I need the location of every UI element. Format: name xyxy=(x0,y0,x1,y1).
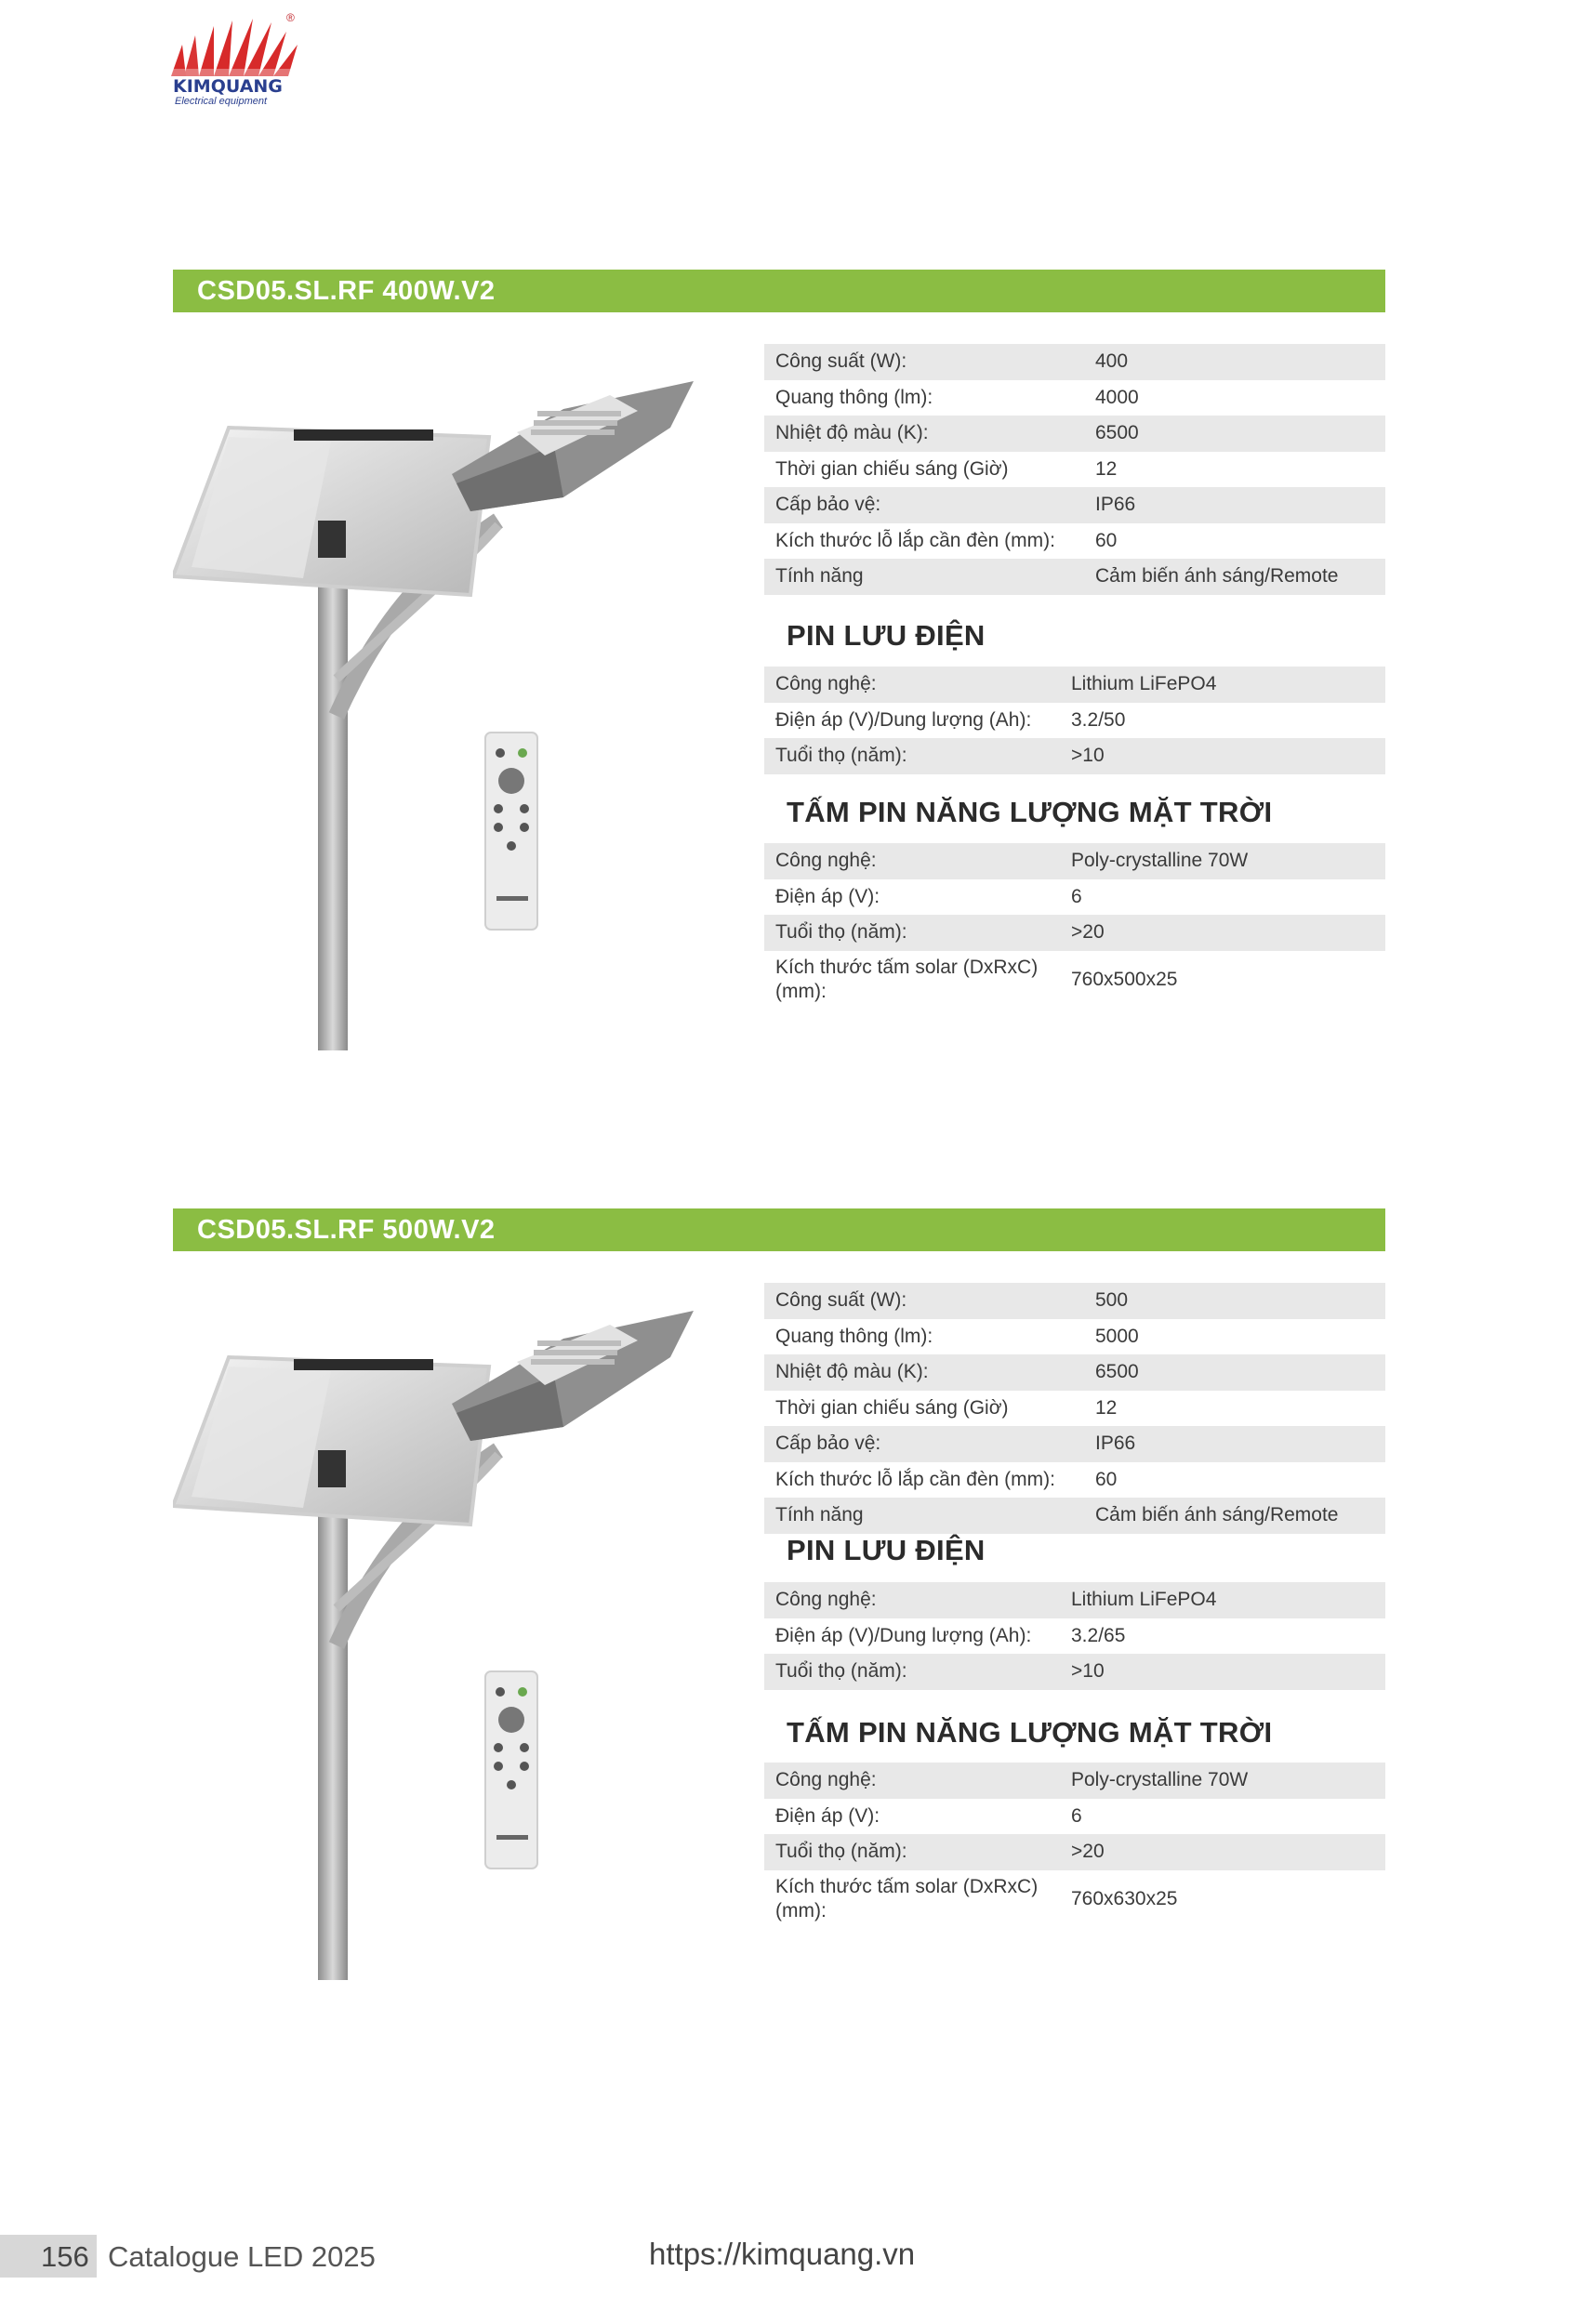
spec-label: Tính năng xyxy=(764,559,1086,595)
table-row xyxy=(764,1654,1385,1690)
spec-label: Điện áp (V)/Dung lượng (Ah): xyxy=(775,708,1032,731)
page-number: 156 xyxy=(41,2240,89,2273)
spec-label: Điện áp (V): xyxy=(775,885,880,907)
brand-tagline: Electrical equipment xyxy=(175,96,268,107)
spec-label: Kích thước tấm solar (DxRxC) (mm): xyxy=(775,1875,1039,1921)
spec-label: Nhiệt độ màu (K): xyxy=(764,416,1086,452)
spec-label: Tuổi thọ (năm): xyxy=(764,1834,1062,1870)
spec-value: 760x500x25 xyxy=(1071,968,1178,990)
solar-street-light-icon xyxy=(173,325,731,1060)
table-row xyxy=(764,1319,1385,1355)
brand-name: KIMQUANG xyxy=(173,76,283,97)
spec-label: Công suất (W): xyxy=(764,1283,1086,1319)
spec-value: 760x630x25 xyxy=(1071,1887,1178,1909)
table-row xyxy=(764,703,1385,739)
spec-value: >10 xyxy=(1062,1654,1385,1690)
table-row xyxy=(764,1354,1385,1391)
spec-label: Kích thước tấm solar (DxRxC) (mm): xyxy=(775,956,1039,1002)
solar-panel-section-title: TẤM PIN NĂNG LƯỢNG MẶT TRỜI xyxy=(787,796,1273,828)
main-spec-table xyxy=(764,1283,1385,1534)
spec-value: >20 xyxy=(1062,915,1385,951)
spec-label: Cấp bảo vệ: xyxy=(764,1426,1086,1462)
table-row xyxy=(764,416,1385,452)
catalogue-title: Catalogue LED 2025 xyxy=(108,2240,376,2273)
table-row xyxy=(764,1462,1385,1499)
table-row xyxy=(764,1582,1385,1618)
spec-label: Tuổi thọ (năm): xyxy=(764,1654,1062,1690)
spec-label: Cấp bảo vệ: xyxy=(764,487,1086,523)
spec-value: 3.2/50 xyxy=(1071,708,1126,731)
table-row xyxy=(764,879,1385,916)
spec-value: 60 xyxy=(1095,529,1118,551)
spec-label: Tính năng xyxy=(764,1498,1086,1534)
spec-label: Tuổi thọ (năm): xyxy=(764,738,1062,774)
battery-section-title: PIN LƯU ĐIỆN xyxy=(787,619,986,652)
product-title-band xyxy=(173,270,1385,312)
spec-value: >20 xyxy=(1062,1834,1385,1870)
table-row xyxy=(764,523,1385,560)
spec-value: 6 xyxy=(1071,885,1082,907)
solar-panel-section-title: TẤM PIN NĂNG LƯỢNG MẶT TRỜI xyxy=(787,1716,1273,1749)
spec-label: Thời gian chiếu sáng (Giờ) xyxy=(775,457,1009,480)
spec-value: Lithium LiFePO4 xyxy=(1062,667,1385,703)
spec-value: 6500 xyxy=(1086,416,1385,452)
spec-value: 12 xyxy=(1095,457,1118,480)
spec-value: 4000 xyxy=(1095,386,1139,408)
table-row xyxy=(764,1283,1385,1319)
product-image xyxy=(173,325,731,1060)
spec-value: 5000 xyxy=(1095,1325,1139,1347)
battery-spec-table xyxy=(764,667,1385,774)
spec-label: Công nghệ: xyxy=(764,1763,1062,1799)
product-title: CSD05.SL.RF 500W.V2 xyxy=(197,1215,496,1245)
table-row xyxy=(764,1391,1385,1427)
product-title: CSD05.SL.RF 400W.V2 xyxy=(197,276,496,306)
table-row xyxy=(764,1834,1385,1870)
product-title-band xyxy=(173,1208,1385,1251)
website-link[interactable]: https://kimquang.vn xyxy=(649,2237,916,2271)
spec-value: IP66 xyxy=(1086,487,1385,523)
spec-value: 500 xyxy=(1086,1283,1385,1319)
table-row xyxy=(764,487,1385,523)
spec-label: Điện áp (V): xyxy=(775,1804,880,1827)
table-row xyxy=(764,1870,1385,1928)
table-row xyxy=(764,1763,1385,1799)
spec-value: 3.2/65 xyxy=(1071,1624,1126,1646)
spec-value: Poly-crystalline 70W xyxy=(1062,1763,1385,1799)
spec-label: Quang thông (lm): xyxy=(775,1325,933,1347)
product-image xyxy=(173,1264,731,1999)
spec-value: 400 xyxy=(1086,344,1385,380)
table-row xyxy=(764,380,1385,416)
spec-value: 60 xyxy=(1095,1468,1118,1490)
spec-value: 12 xyxy=(1095,1396,1118,1419)
main-spec-table xyxy=(764,344,1385,595)
spec-label: Quang thông (lm): xyxy=(775,386,933,408)
table-row xyxy=(764,344,1385,380)
table-row xyxy=(764,738,1385,774)
battery-spec-table xyxy=(764,1582,1385,1690)
table-row xyxy=(764,1426,1385,1462)
spec-value: 6500 xyxy=(1086,1354,1385,1391)
spec-value: >10 xyxy=(1062,738,1385,774)
registered-mark: ® xyxy=(286,11,295,24)
table-row xyxy=(764,559,1385,595)
table-row xyxy=(764,843,1385,879)
spec-label: Thời gian chiếu sáng (Giờ) xyxy=(775,1396,1009,1419)
solar-street-light-icon xyxy=(173,1264,731,1999)
spec-value: IP66 xyxy=(1086,1426,1385,1462)
spec-label: Công nghệ: xyxy=(764,843,1062,879)
spec-label: Tuổi thọ (năm): xyxy=(764,915,1062,951)
spec-label: Kích thước lỗ lắp cần đèn (mm): xyxy=(775,529,1055,551)
page-number-box xyxy=(0,2235,97,2278)
spec-value: Cảm biến ánh sáng/Remote xyxy=(1086,559,1385,595)
table-row xyxy=(764,951,1385,1009)
solar-panel-spec-table xyxy=(764,843,1385,1009)
spec-value: Poly-crystalline 70W xyxy=(1062,843,1385,879)
spec-label: Kích thước lỗ lắp cần đèn (mm): xyxy=(775,1468,1055,1490)
table-row xyxy=(764,915,1385,951)
spec-value: Cảm biến ánh sáng/Remote xyxy=(1086,1498,1385,1534)
table-row xyxy=(764,452,1385,488)
spec-label: Nhiệt độ màu (K): xyxy=(764,1354,1086,1391)
table-row xyxy=(764,1799,1385,1835)
battery-section-title: PIN LƯU ĐIỆN xyxy=(787,1534,986,1566)
solar-panel-spec-table xyxy=(764,1763,1385,1928)
table-row xyxy=(764,1498,1385,1534)
spec-label: Công suất (W): xyxy=(764,344,1086,380)
spec-label: Điện áp (V)/Dung lượng (Ah): xyxy=(775,1624,1032,1646)
spec-label: Công nghệ: xyxy=(764,667,1062,703)
table-row xyxy=(764,667,1385,703)
brand-logo xyxy=(167,7,307,108)
spec-label: Công nghệ: xyxy=(764,1582,1062,1618)
spec-value: Lithium LiFePO4 xyxy=(1062,1582,1385,1618)
table-row xyxy=(764,1618,1385,1655)
spec-value: 6 xyxy=(1071,1804,1082,1827)
